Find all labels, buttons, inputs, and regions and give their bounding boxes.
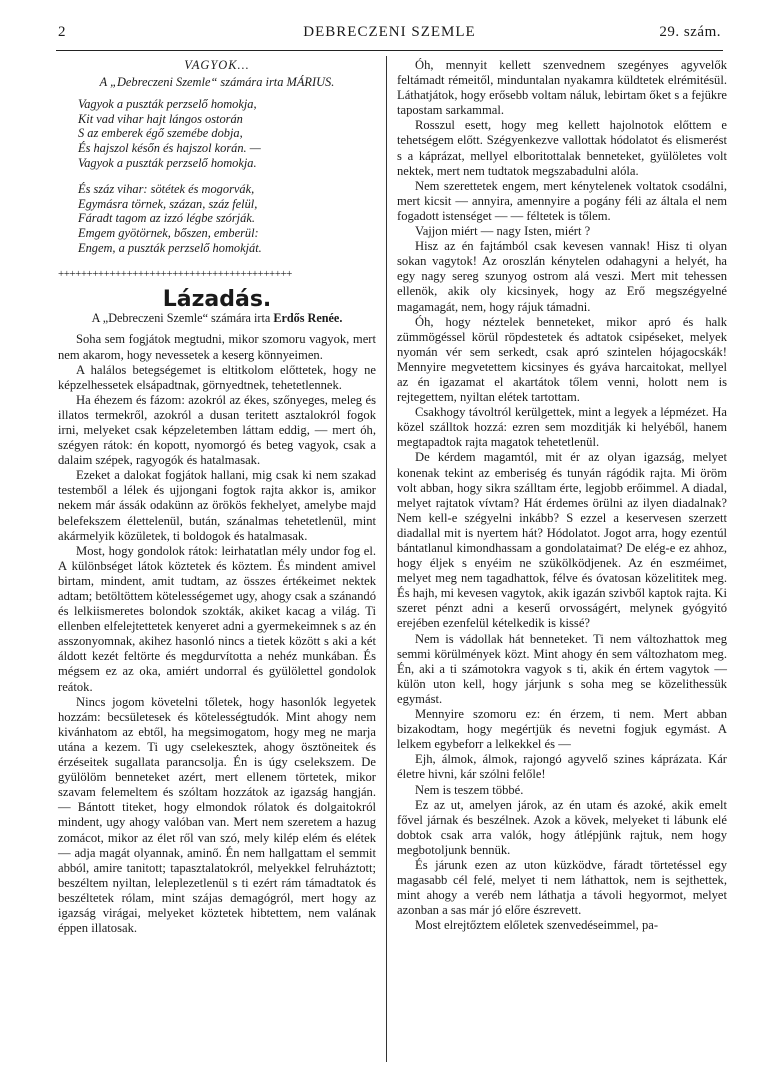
article-title: Lázadás. [162,287,272,313]
poem-line: S az emberek égő szemébe dobja, [78,126,243,141]
poem-line: Emgem gyötörnek, bőszen, emberül: [78,225,259,240]
article-byline [58,311,376,326]
paragraph: Óh, mennyit kellett szenvednem szegényes agyvelők feltámadt rémeitől, minduntalan nyakamra küldtetek elrémitésül. Láthatjátok, hogy erősebb voltam náluk, lebirtam őket s a fejükre tapostam sarkammal. [397,58,727,118]
paragraph: Most elrejtőztem előletek szenvedéseimmel, pa- [415,918,659,933]
paragraph: Nem szerettetek engem, mert kénytelenek voltatok csodálni, mert kicsit — annyira, amennyire a pogány féli az általa el nem fogadott istenséget — — féltetek is tőlem. [397,178,727,223]
paragraph: Hisz az én fajtámból csak kevesen vannak! Hisz ti olyan sokan vagytok! Az oroszlán kénytelen odahagyni a helyét, ha egy nagy sereg szunyog ostrom alá veszi. Mert mit tehessen ellenök, akik oly kicsinyek, hogy az Erő megszégyelné magamagát, nem, hogy rájuk támadni. [397,239,727,314]
poem-title: VAGYOK... [184,58,250,72]
paragraph: De kérdem magamtól, mit ér az olyan igazság, melyet konenak tekint az emberiség és tunyán rágódik rajta. Mi öröm volt abban, hogy sikra szálltam érte, legjobb erőimmel. A diadal, melyet rajtatok vívtam? Hát érdemes örülni az ilyen diadalnak? Nem kell-e szégyelni inkább? S ezzel a keservesen szerzett diadallal mit is nyertem hát? Hódolatot. Jogot arra, hogy ezentúl bántatlanul kimondhassam a gondolataimat? De elég-e ez ahhoz, hogy éljek s enyéim ne szükölködjenek. Az én eszméimet, melyet meg nem tagadhattok, félve és óvatosan közelititek meg. És hajh, mi kevesen vagytok, akik igazán szivből kaptok rajta. Ki szeret pénzt adni a keserű orvosságért, melynek gyógyitó erejében ezenfelül kételkedik is kissé? [397,450,727,631]
poem-line: Vagyok a puszták perzselő homokja. [78,155,257,170]
header-rule [56,50,723,51]
paragraph: Vajjon miért — nagy Isten, miért ? [415,224,591,239]
publication-title: DEBRECZENI SZEMLE [303,24,476,40]
paragraph: Soha sem fogjátok megtudni, mikor szomoru vagyok, mert nem akarom, hogy nevessetek a keserg könnyeimen. [58,332,376,362]
paragraph: Most, hogy gondolok rátok: leirhatatlan mély undor fog el. A különbséget látok köztetek és köztem. És mindent amivel birtam, mindent, amit tudtam, az összes értékeimet nektek adtam; betöltöttem kötelességemet ugy, ahogy csak a szánandó és lelkiismeretes bolondok szokták, akiket kacag a világ. Ti ellenben elfelejtettetek kenyeret adni a gyermekeimnek s az én asszonyomnak, akihez hasonló nincs a tietek között s aki a két áldott kezét feltörte és megdurvította a nehéz munkában. És mégsem ez az oka, amiért undorral és gyülölettel gondolok reátok. [58,543,376,694]
article-author: Erdős Renée. [273,311,343,326]
poem-line: Vagyok a puszták perzselő homokja, [78,97,257,112]
poem-line: És száz vihar: sötétek és mogorvák, [78,182,255,197]
poem-line: Kit vad vihar hajt lángos ostorán [78,111,243,126]
paragraph: Ezeket a dalokat fogjátok hallani, mig csak ki nem szakad testemből a lélek és ujjongani fogtok rajta akkor is, amikor nekem már ássák odakünn az örökös fekhelyet, amelybe majd belefekszem élettelenül, bután, szánalmas tehetetlenül, mint akármelyik közületek, ti boldogok és hatalmasak. [58,468,376,543]
poem-line: És hajszol későn és hajszol korán. — [78,140,261,155]
byline-prefix: A „Debreczeni Szemle“ számára irta [91,311,271,326]
paragraph: A halálos betegségemet is eltitkolom előttetek, hogy ne képzelhessetek elsápadtnak, görnyedtnek, tehetetlennek. [58,362,376,392]
column-divider [386,56,387,1062]
poem-stanza [78,182,376,255]
left-column [58,58,376,936]
paragraph: Nem is vádollak hát benneteket. Ti nem változhattok meg semmi körülmények közt. Mint ahogy én sem változhatom meg. Én, aki a ti számotokra vagyok s ti, akik én értem vagytok — külön uton kell, hogy járjunk s soha meg se közelithessük egymást. [397,631,727,706]
page-header [58,24,721,48]
issue-number: 29. szám. [659,24,721,40]
paragraph: Nincs jogom követelni tőletek, hogy hasonlók legyetek hozzám: becsületesek és kötelességtudók. Mint ahogy nem kivánhatom az ebtől, ha megsimogatom, hogy meg ne marja utána a kezem. Ti ugy cselekesztek, ahogy ösztöneitek és érzéseitek sugallata parancsolja. Én is úgy cselekszem. De gyülölöm benneteket azért, mert ellenem törtetek, mikor szavam felemeltem és szóltam hozzátok az igazság hangján. — Bántott titeket, hogy elmondok rólatok és dolgaitokról mindent, ugy ahogy valóban van. Mert nem szeretem a hazug zomácot, mikor az élet ről van szó, mely kilép elém és elétek — adja magát olyannak, aminő. Én nem hallgattam el semmit abból, amire tanitott; tapasztalatokról, melyekkel felruháztott; beszéltem nyiltan, leleplezetlenül s ti ezért rám támadtatok és beszéltetek rólam, mint szájas demagógról, mert hogy az igazság virágai, melyeket köztetek hibtettem, nem valának éppen illatosak. [58,694,376,936]
right-column [397,58,727,933]
page-number: 2 [58,24,66,40]
ornamental-separator: +++++++++++++++++++++++++++++++++++++++++ [58,268,292,281]
poem-line: Egymásra törnek, százan, száz felül, [78,196,258,211]
poem-line: Engem, a puszták perzselő homokját. [78,240,262,255]
paragraph: Nem is teszem többé. [415,782,524,797]
paragraph: És járunk ezen az uton küzködve, fáradt törtetéssel egy magasabb cél felé, melyet ti nem láthattok, nem is sejthettek, mint ahogy a veréb nem láthatja a távoli hegyormot, melyet azonban a sas már jó előre észrevett. [397,857,727,918]
paragraph: Ez az ut, amelyen járok, az én utam és azoké, akik emelt fővel járnak és beszélnek. Azok a kövek, melyeket ti lábunk elé dobtok csak arra valók, hogy átlépjünk rajtuk, nem hogy megbotoljunk bennük. [397,797,727,857]
paragraph: Rosszul esett, hogy meg kellett hajolnotok előttem e tehetségem előtt. Szégyenkezve vallottak hódolatot és elismerést s a káprázat, mellyel elboritottalak benneteket, gyülöletes volt nektek, mert nem tudtatok megszabadulni alóla. [397,118,727,178]
paragraph: Óh, hogy néztelek benneteket, mikor apró és halk zümmögéssel körül röpdestetek és adtatok csipéseket, melyek nyomán vér sem serkedt, csak apró szintelen hójagocskák! Mennyire megvetettem kicsinyes és gyáva harcaitokat, mellyel az én igazamat el akartátok tőlem venni, holott nem is rejtegettem, nyiltan elétek tartottam. [397,314,727,405]
poem-stanza [78,97,376,170]
poem-subtitle: A „Debreczeni Szemle“ számára irta MÁRIUS. [99,74,335,89]
paragraph: Csakhogy távoltról kerülgettek, mint a legyek a lépmézet. Ha közel szálltok hozzá: ezren sem mozditják ki helyéből, hanem megtapadtok rajta magatok tehetetlenül. [397,405,727,450]
poem-line: Fáradt tagom az izzó légbe szórják. [78,211,255,226]
paragraph: Mennyire szomoru ez: én érzem, ti nem. Mert abban bizakodtam, hogy megértjük és nevetni fogjuk egymást. A lelkem egybeforr a lelkekkel és — [397,707,727,752]
poem [58,58,376,255]
paragraph: Ha éhezem és fázom: azokról az ékes, szőnyeges, meleg és illatos termekről, azokról a dusan teritett asztalokról fogok irni, melyeket csak képzeletemben láttam eddig, — mert óh, szégyen rátok: én kopott, nyomorgó és beteg vagyok, csak a dalaim szépek, ragyogók és hatalmasak. [58,392,376,468]
paragraph: Ejh, álmok, álmok, rajongó agyvelő szines káprázata. Kár életre hivni, kár szólni felőle! [397,752,727,782]
